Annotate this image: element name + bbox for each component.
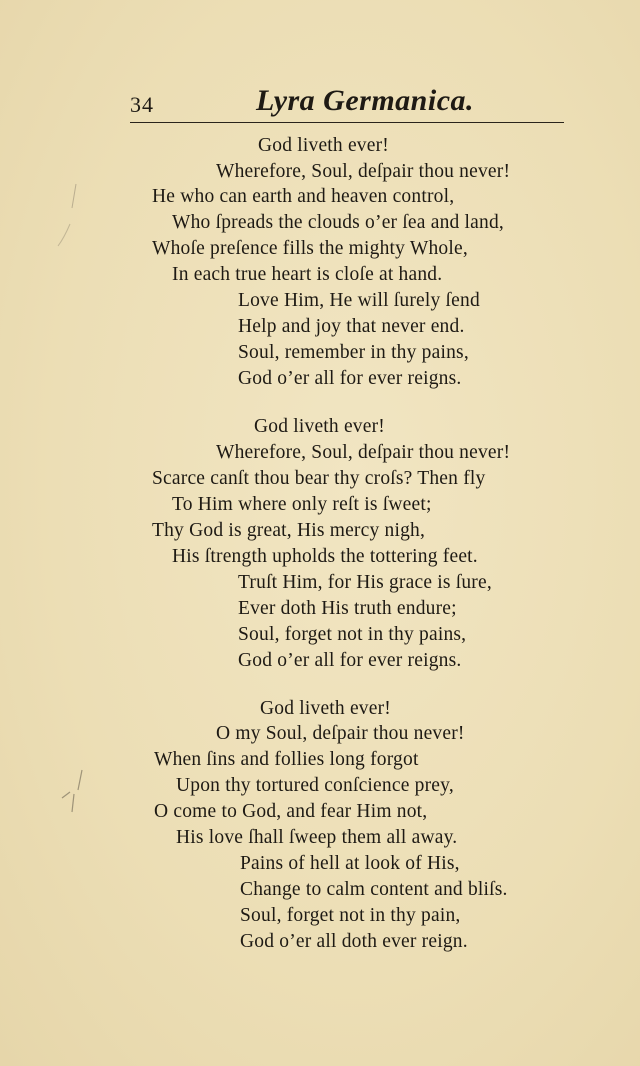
poem-line: Upon thy tortured conſcience prey, xyxy=(176,775,454,796)
poem-line: Soul, remember in thy pains, xyxy=(238,342,469,363)
poem-line: God o’er all for ever reigns. xyxy=(238,368,462,389)
poem-line: Change to calm content and bliſs. xyxy=(240,879,508,900)
poem-line: God liveth ever! xyxy=(260,698,391,719)
page-header xyxy=(130,84,564,124)
poem-line: Soul, forget not in thy pain, xyxy=(240,905,461,926)
poem-line: Help and joy that never end. xyxy=(238,316,465,337)
running-title: Lyra Germanica. xyxy=(255,84,475,117)
poem-line: To Him where only reſt is ſweet; xyxy=(172,494,432,515)
pencil-mark-icon xyxy=(58,768,88,818)
poem-line: Love Him, He will ſurely ſend xyxy=(238,290,480,311)
poem-line: His love ſhall ſweep them all away. xyxy=(176,827,458,848)
poem-line: His ſtrength upholds the tottering feet. xyxy=(172,546,478,567)
poem-line: God liveth ever! xyxy=(258,135,389,156)
poem-line: Truſt Him, for His grace is ſure, xyxy=(238,572,492,593)
poem-line: God liveth ever! xyxy=(254,416,385,437)
poem-line: Thy God is great, His mercy nigh, xyxy=(152,520,426,541)
pencil-mark-icon xyxy=(52,180,82,260)
page-number: 34 xyxy=(130,92,154,117)
poem-line: Soul, forget not in thy pains, xyxy=(238,624,467,645)
poem-line: Whoſe preſence fills the mighty Whole, xyxy=(152,238,468,259)
poem-line: Scarce canſt thou bear thy croſs? Then fly xyxy=(152,468,486,489)
poem-line: Wherefore, Soul, deſpair thou never! xyxy=(216,161,511,182)
poem-line: O come to God, and fear Him not, xyxy=(154,801,428,822)
poem-line: When ſins and follies long forgot xyxy=(154,749,419,770)
poem-line: In each true heart is cloſe at hand. xyxy=(172,264,443,285)
poem-line: God o’er all doth ever reign. xyxy=(240,931,468,952)
poem-line: Ever doth His truth endure; xyxy=(238,598,457,619)
poem-line: Who ſpreads the clouds o’er ſea and land, xyxy=(172,212,504,233)
poem-line: God o’er all for ever reigns. xyxy=(238,650,462,671)
poem-line: Wherefore, Soul, deſpair thou never! xyxy=(216,442,511,463)
poem-line: O my Soul, deſpair thou never! xyxy=(216,723,465,744)
header-rule xyxy=(130,122,564,123)
poem-line: He who can earth and heaven control, xyxy=(152,186,455,207)
poem-line: Pains of hell at look of His, xyxy=(240,853,460,874)
